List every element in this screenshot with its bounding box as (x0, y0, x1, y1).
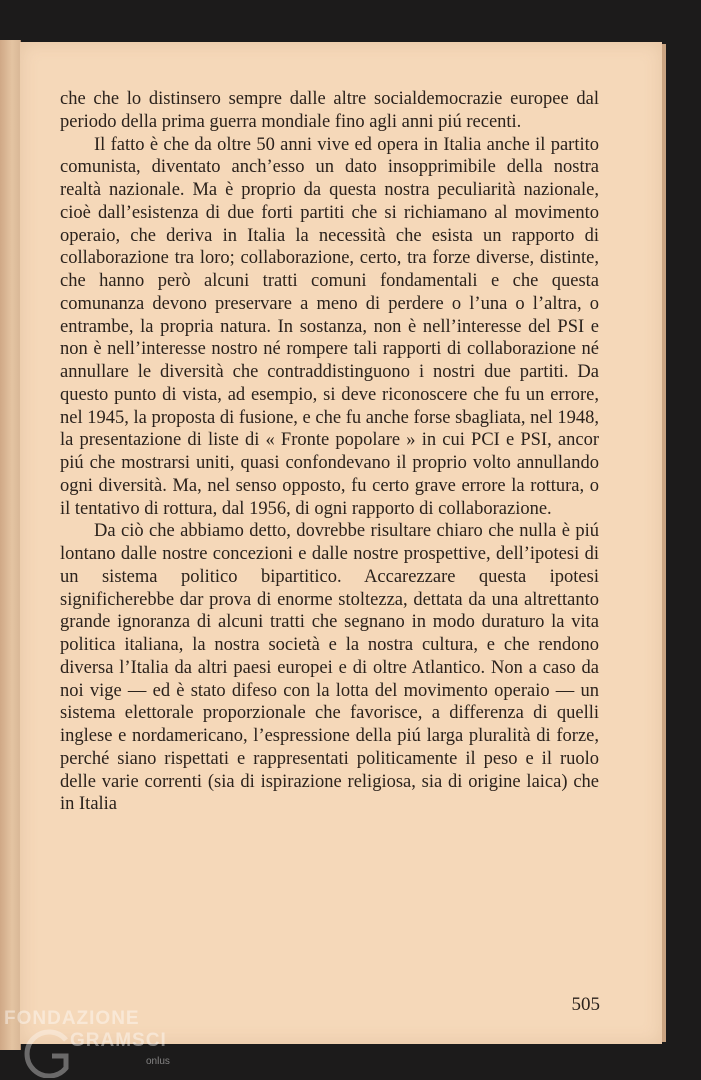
page-number: 505 (571, 994, 600, 1015)
paragraph-3: Da ciò che abbiamo detto, dovrebbe risultare chiaro che nulla è piú lontano dalle nostre concezioni e dalle nostre prospettive, dell’ipotesi di un sistema politico bipartitico. Accarezzare questa ipotesi significherebbe dar prova di enorme stoltezza, dettata da una altrettanto grande ignoranza di alcuni tratti che segnano in modo duraturo la vita politica italiana, la nostra società e la nostra cultura, e che rendono diversa l’Italia da altri paesi europei e di oltre Atlantico. Non a caso da noi vige — ed è stato difeso con la lotta del movimento operaio — un sistema elettorale proporzionale che favorisce, a differenza di quelli inglese e nordamericano, l’espressione della piú larga pluralità di forze, perché siano rispettati e rappresentati politicamente il peso e il ruolo delle varie correnti (sia di ispirazione religiosa, sia di origine laica) che in Italia (60, 521, 599, 815)
watermark-line1: FONDAZIONE (4, 1008, 140, 1029)
paragraph-2: Il fatto è che da oltre 50 anni vive ed opera in Italia anche il partito comunista, diventato anch’esso un dato insopprimibile della nostra realtà nazionale. Ma è proprio da questa nostra peculiarità nazionale, cioè dall’esistenza di due forti partiti che si richiamano al movimento operaio, che deriva in Italia la necessità che esista un rapporto di collaborazione tra loro; collaborazione, certo, tra forze diverse, distinte, che hanno però alcuni tratti comuni fondamentali e che questa comunanza devono preservare a meno di perdere o l’una o l’altra, o entrambe, la propria natura. In sostanza, non è nell’interesse del PSI e non è nell’interesse nostro né rompere tali rapporti di collaborazione né annullare le diversità che contraddistinguono i nostri due partiti. Da questo punto di vista, ad esempio, si deve riconoscere che fu un errore, nel 1945, la proposta di fusione, e che fu anche forse sbagliata, nel 1948, la presentazione di liste di « Fronte popolare » in cui PCI e PSI, ancor piú che mostrarsi uniti, quasi confondevano il proprio volto annullando ogni diversità. Ma, nel senso opposto, fu certo grave errore la rottura, o il tentativo di rottura, dal 1956, di ogni rapporto di collaborazione. (60, 134, 599, 519)
paragraph-1: che che lo distinsero sempre dalle altre socialdemocrazie europee dal periodo della prima guerra mondiale fino agli anni piú recenti. (60, 89, 599, 132)
page-right-edge (662, 44, 666, 1042)
previous-page-edge (0, 40, 21, 1050)
watermark-line2: GRAMSCI (70, 1030, 167, 1051)
watermark-line3: onlus (146, 1056, 170, 1067)
body-text (60, 88, 599, 816)
